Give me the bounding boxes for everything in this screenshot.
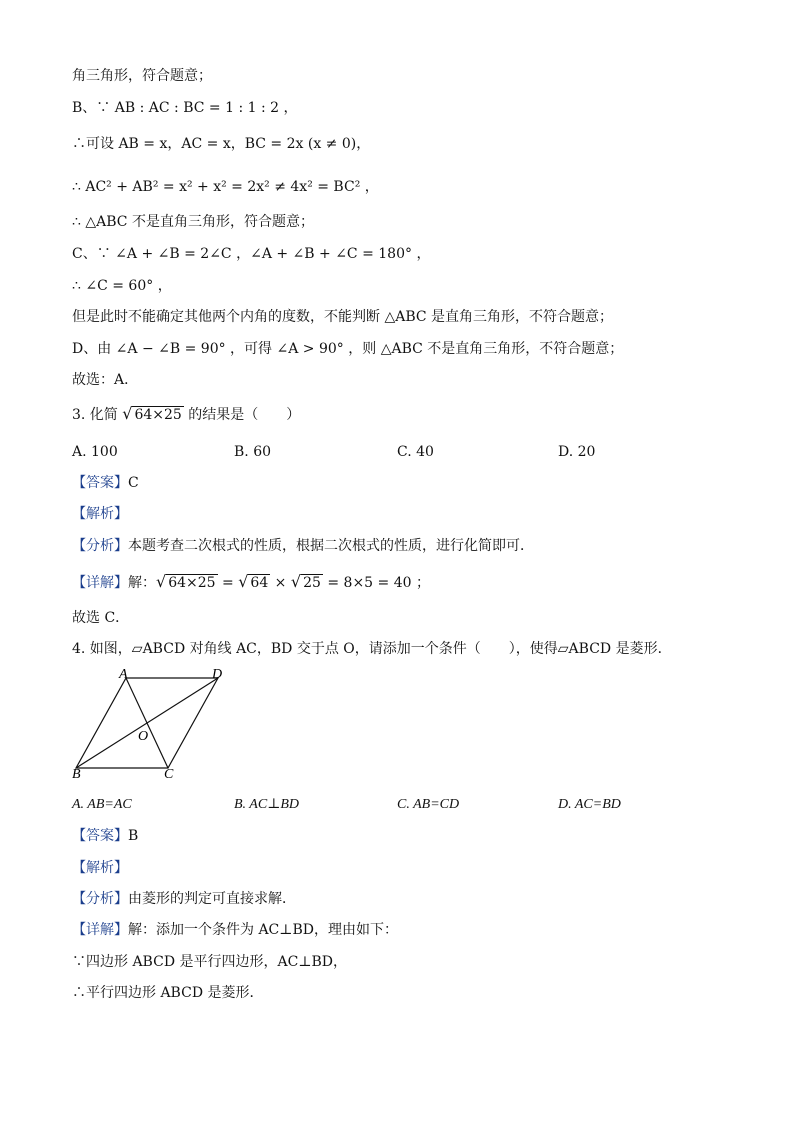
detail-text: 解：添加一个条件为 AC⊥BD，理由如下： xyxy=(128,922,398,938)
sqrt-icon: √ xyxy=(122,404,133,423)
text-line: ∴ △ABC 不是直角三角形，符合题意； xyxy=(72,214,314,230)
detail-tag: 【详解】 xyxy=(72,922,128,938)
label-o: O xyxy=(138,729,149,744)
text-line: ∴ AC² + AB² = x² + x² = 2x² ≠ 4x² = BC² ， xyxy=(72,179,379,195)
diagonal-bd xyxy=(76,678,218,768)
detail-line xyxy=(72,572,430,593)
detail-tag: 【详解】 xyxy=(72,575,128,591)
stem-prefix: 3. 化简 xyxy=(72,407,118,423)
fenxi-line xyxy=(72,536,534,556)
option-b[interactable]: B. AC⊥BD xyxy=(234,797,300,812)
analysis-line xyxy=(72,504,128,524)
label-d: D xyxy=(212,667,223,682)
fenxi-tag: 【分析】 xyxy=(72,891,128,907)
option-b[interactable]: B. 60 xyxy=(234,444,272,460)
label-a: A xyxy=(119,667,128,682)
detail-prefix: 解： xyxy=(128,575,156,591)
text-line: ∴ ∠C = 60° ， xyxy=(72,278,172,294)
label-c: C xyxy=(164,767,174,782)
radicand: 64×25 xyxy=(168,575,216,591)
text-line: B、∵ AB : AC : BC = 1 : 1 : 2 ， xyxy=(72,100,298,116)
answer-line xyxy=(72,473,139,493)
answer-tag: 【答案】 xyxy=(72,828,128,844)
option-c[interactable]: C. 40 xyxy=(397,444,434,460)
fenxi-tag: 【分析】 xyxy=(72,538,128,554)
detail-result: = 8×5 = 40 ； xyxy=(322,575,430,591)
question-3-stem xyxy=(72,404,300,425)
text-line: 但是此时不能确定其他两个内角的度数，不能判断 △ABC 是直角三角形，不符合题意； xyxy=(72,309,614,325)
analysis-tag: 【解析】 xyxy=(72,860,128,876)
sqrt-icon: √ xyxy=(290,572,302,591)
stem-suffix: 的结果是（ ） xyxy=(188,407,301,423)
fenxi-text: 本题考查二次根式的性质，根据二次根式的性质，进行化简即可． xyxy=(128,538,534,554)
answer-value: B xyxy=(128,828,139,844)
answer-line xyxy=(72,826,138,846)
analysis-tag: 【解析】 xyxy=(72,506,128,522)
fenxi-line xyxy=(72,889,296,909)
fenxi-text: 由菱形的判定可直接求解． xyxy=(128,891,296,907)
text-line: C、∵ ∠A + ∠B = 2∠C ，∠A + ∠B + ∠C = 180° ， xyxy=(72,246,431,262)
text-line: D、由 ∠A − ∠B = 90° ，可得 ∠A > 90° ，则 △ABC 不是直角三角形，不符合题意； xyxy=(72,341,624,357)
conclusion-line: 故选 C． xyxy=(72,610,130,626)
reason-line: ∵四边形 ABCD 是平行四边形，AC⊥BD， xyxy=(72,954,347,970)
times: × xyxy=(270,575,291,591)
analysis-line xyxy=(72,858,128,878)
label-b: B xyxy=(72,767,81,782)
option-a[interactable]: A. 100 xyxy=(72,444,118,460)
option-a[interactable]: A. AB=AC xyxy=(72,797,132,812)
question-4-stem: 4. 如图，▱ABCD 对角线 AC，BD 交于点 O，请添加一个条件（ ），使得▱ABCD 是菱形． xyxy=(72,641,672,657)
answer-value: C xyxy=(128,475,139,491)
radicand: 64 xyxy=(250,575,269,591)
detail-line xyxy=(72,920,398,940)
text-line: 故选：A． xyxy=(72,372,139,388)
text-line: ∴可设 AB = x，AC = x，BC = 2x (x ≠ 0)， xyxy=(72,136,371,152)
option-d[interactable]: D. AC=BD xyxy=(558,797,621,812)
radicand: 25 xyxy=(303,575,321,591)
parallelogram-figure xyxy=(68,664,238,784)
sqrt-icon: √ xyxy=(238,572,249,591)
equals: = xyxy=(217,575,239,591)
reason-line: ∴平行四边形 ABCD 是菱形． xyxy=(72,985,264,1001)
option-c[interactable]: C. AB=CD xyxy=(397,797,460,812)
sqrt-icon: √ xyxy=(156,572,167,591)
radicand: 64×25 xyxy=(134,407,182,423)
answer-tag: 【答案】 xyxy=(72,475,128,491)
option-d[interactable]: D. 20 xyxy=(558,444,596,460)
text-line: 角三角形，符合题意； xyxy=(72,68,212,84)
